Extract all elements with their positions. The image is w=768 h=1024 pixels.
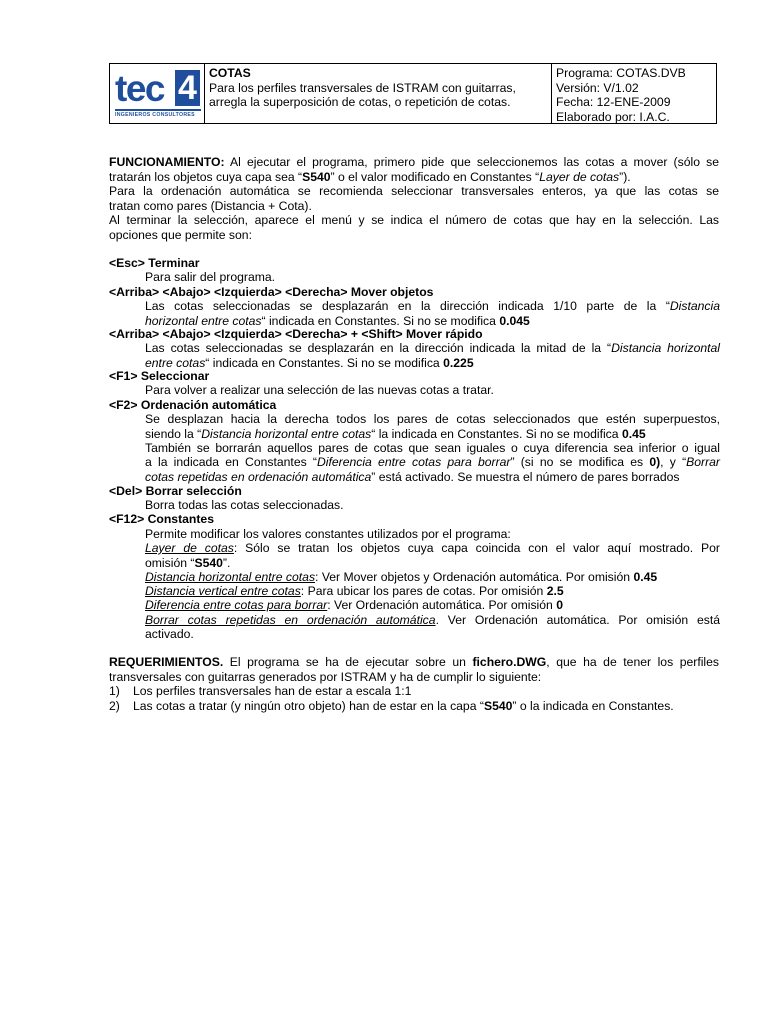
paragraph-line: Para la ordenación automática se recomienda seleccionar transversales enteros, ya que las cotas se: [109, 184, 719, 198]
document-title: COTAS: [209, 66, 251, 80]
paragraph-text: ”.: [222, 555, 231, 570]
paragraph-line: tratan como pares (Distancia + Cota).: [109, 198, 312, 213]
header-description-cell: [205, 64, 552, 123]
constant-entry: [145, 556, 720, 571]
paragraph-text: : Ver Ordenación automática. Por omisión: [327, 598, 557, 612]
list-item: [133, 699, 723, 714]
option-title: <F2> Ordenación automática: [109, 397, 277, 412]
version: Versión: V/1.02: [556, 80, 639, 95]
default-value: 0.045: [499, 313, 530, 328]
default-value: S540: [194, 555, 223, 570]
option-description: [145, 356, 720, 371]
constant-entry: activado.: [145, 627, 194, 641]
header-metadata-cell: [552, 64, 716, 123]
option-description: [145, 299, 720, 314]
logo-number-box: 4: [175, 70, 200, 106]
list-number: 1): [109, 684, 120, 698]
option-description: Para salir del programa.: [145, 270, 276, 284]
requerimientos-line: [109, 655, 719, 670]
paragraph-text: ” está activado. Se muestra el número de pares borrados: [371, 469, 680, 484]
default-value: 0.225: [443, 355, 474, 370]
section-label: REQUERIMIENTOS.: [109, 655, 224, 669]
constant-entry: [145, 584, 720, 599]
paragraph-text: a la indicada en Constantes “: [145, 455, 317, 469]
paragraph-text: Las cotas seleccionadas se desplazarán en la dirección indicada 1/10 parte de la “: [145, 299, 670, 313]
header-table: [109, 63, 717, 124]
paragraph-text: tratarán los objetos cuya capa sea “: [109, 169, 303, 184]
constant-entry: [145, 570, 720, 585]
logo-divider: [115, 109, 201, 111]
description-line: arregla la superposición de cotas, o repetición de cotas.: [209, 95, 511, 109]
option-description: Permite modificar los valores constantes utilizados por el programa:: [145, 526, 511, 541]
paragraph-text: ” (si no se modifica es: [510, 455, 650, 469]
paragraph-line: opciones que permite son:: [109, 227, 252, 242]
paragraph-text: : Sólo se tratan los objetos cuya capa coincida con el valor aquí mostrado. Por: [233, 541, 720, 555]
option-description: [145, 341, 720, 356]
list-item: Los perfiles transversales han de estar a escala 1:1: [133, 684, 412, 698]
company-logo: [110, 64, 205, 123]
paragraph-text: “ la indicada en Constantes. Si no se modifica: [371, 426, 622, 441]
default-value: 0): [649, 455, 661, 469]
option-description: También se borrarán aquellos pares de cotas que sean iguales o cuya diferencia sea inferior o igual: [145, 440, 720, 455]
option-title: <F12> Constantes: [109, 512, 214, 526]
constant-entry: [145, 613, 720, 628]
funcionamiento-line: [109, 170, 719, 185]
paragraph-text: , y “: [660, 455, 687, 469]
description-line: Para los perfiles transversales de ISTRAM con guitarras,: [209, 80, 516, 95]
option-description: Se desplazan hacia la derecha todos los pares de cotas seleccionados que estén superpuestos,: [145, 412, 720, 426]
option-description: Para volver a realizar una selección de las nuevas cotas a tratar.: [145, 383, 494, 397]
constant-name: Distancia horizontal entre cotas: [201, 426, 372, 441]
section-label: FUNCIONAMIENTO:: [109, 155, 225, 169]
constant-name: entre cotas: [145, 355, 206, 370]
constant-name: Distancia vertical entre cotas: [145, 584, 301, 598]
constant-name: Distancia: [669, 299, 720, 313]
constant-name: Diferencia entre cotas para borrar: [316, 455, 511, 469]
option-description: [145, 427, 720, 442]
default-value: 0.45: [621, 426, 646, 441]
default-value: 2.5: [546, 584, 564, 598]
paragraph-text: ”).: [619, 169, 631, 184]
paragraph-text: “ indicada en Constantes. Si no se modifica: [261, 313, 500, 328]
paragraph-text: Las cotas seleccionadas se desplazarán en la dirección indicada la mitad de la “: [145, 341, 612, 355]
layer-value: S540: [483, 698, 513, 713]
option-description: [145, 470, 720, 485]
constant-name: cotas repetidas en ordenación automática: [145, 469, 372, 484]
constant-entry: [145, 598, 720, 613]
option-title: <Del> Borrar selección: [109, 483, 242, 498]
option-description: Borra todas las cotas seleccionadas.: [145, 498, 344, 512]
constant-name: Borrar: [686, 455, 720, 469]
paragraph-text: El programa se ha de ejecutar sobre un: [223, 655, 473, 669]
paragraph-text: ” o la indicada en Constantes.: [512, 698, 674, 713]
option-title: <Arriba> <Abajo> <Izquierda> <Derecha> Mover objetos: [109, 284, 434, 299]
constant-name: Layer de cotas: [539, 169, 620, 184]
paragraph-text: omisión “: [145, 555, 195, 570]
paragraph-text: : Ver Mover objetos y Ordenación automática. Por omisión: [315, 569, 634, 584]
option-title: <F1> Seleccionar: [109, 369, 210, 383]
default-value: 0: [556, 598, 563, 612]
file-type: fichero.DWG: [472, 655, 547, 669]
logo-subtitle: INGENIEROS CONSULTORES: [115, 112, 195, 118]
requerimientos-line: transversales con guitarras generados por ISTRAM y ha de cumplir lo siguiente:: [109, 669, 542, 684]
paragraph-text: “ indicada en Constantes. Si no se modifica: [205, 355, 444, 370]
option-description: [145, 455, 720, 470]
constant-name: Distancia horizontal: [611, 341, 721, 355]
option-description: [145, 314, 720, 329]
paragraph-text: Las cotas a tratar (y ningún otro objeto) han de estar en la capa “: [133, 698, 484, 713]
constant-entry: [145, 541, 720, 556]
option-title: <Arriba> <Abajo> <Izquierda> <Derecha> + <Shift> Mover rápido: [109, 327, 483, 341]
paragraph-line: Al terminar la selección, aparece el menú y se indica el número de cotas que hay en la selección. Las: [109, 213, 719, 227]
constant-name: Distancia horizontal entre cotas: [145, 569, 316, 584]
paragraph-text: : Para ubicar los pares de cotas. Por omisión: [300, 584, 547, 598]
option-title: <Esc> Terminar: [109, 256, 200, 270]
constant-name: Layer de cotas: [145, 541, 234, 555]
paragraph-text: , que ha de tener los perfiles: [546, 655, 720, 669]
paragraph-text: . Ver Ordenación automática. Por omisión está: [435, 612, 720, 627]
logo-text: tec: [115, 68, 164, 109]
constant-name: Diferencia entre cotas para borrar: [145, 598, 328, 612]
paragraph-text: Al ejecutar el programa, primero pide que seleccionemos las cotas a mover (sólo se: [224, 155, 719, 169]
program-name: Programa: COTAS.DVB: [556, 66, 686, 80]
constant-name: horizontal entre cotas: [145, 313, 262, 328]
paragraph-text: siendo la “: [145, 426, 202, 441]
layer-value: S540: [302, 169, 331, 184]
author: Elaborado por: I.A.C.: [556, 109, 670, 124]
constant-name: Borrar cotas repetidas en ordenación automática: [145, 612, 436, 627]
paragraph-text: ” o el valor modificado en Constantes “: [330, 169, 540, 184]
default-value: 0.45: [633, 569, 658, 584]
funcionamiento-line: [109, 155, 719, 170]
list-number: 2): [109, 698, 120, 713]
date: Fecha: 12-ENE-2009: [556, 95, 671, 109]
